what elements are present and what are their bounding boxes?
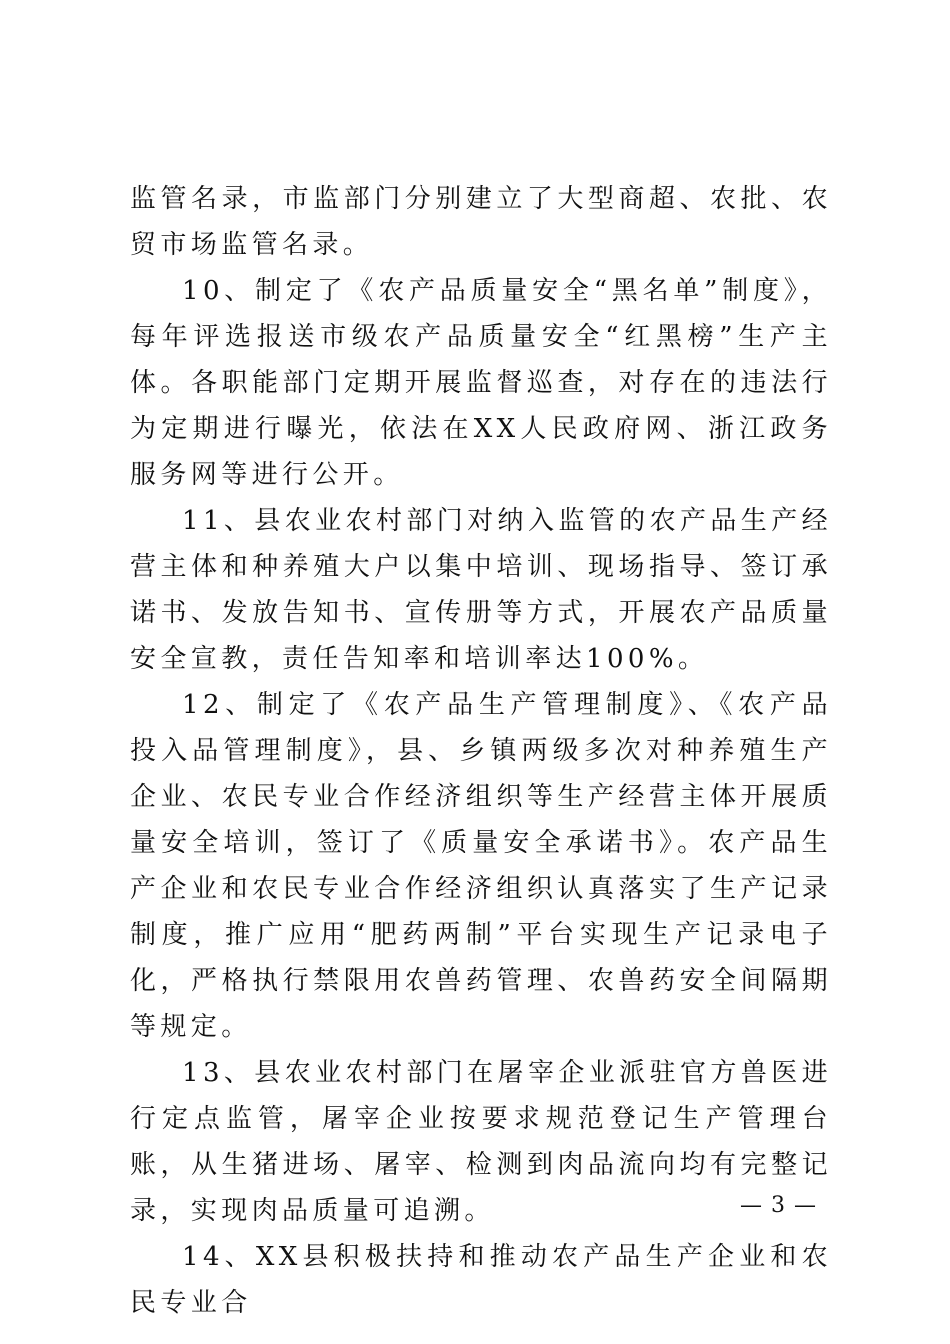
paragraph-item-10: 10、制定了《农产品质量安全“黑名单”制度》，每年评选报送市级农产品质量安全“红黑榜”生产主体。各职能部门定期开展监督巡查，对存在的违法行为定期进行曝光，依法在XX人民政府网、浙江政务服务网等进行公开。 xyxy=(130,276,832,490)
paragraph-item-11: 11、县农业农村部门对纳入监管的农产品生产经营主体和种养殖大户以集中培训、现场指导、签订承诺书、发放告知书、宣传册等方式，开展农产品质量安全宣教，责任告知率和培训率达100%。 xyxy=(130,506,832,674)
paragraph-item-14: 14、XX县积极扶持和推动农产品生产企业和农民专业合 xyxy=(130,1242,832,1318)
paragraph-continued: 监管名录，市监部门分别建立了大型商超、农批、农贸市场监管名录。 xyxy=(130,184,832,260)
document-body xyxy=(130,176,832,1326)
page-number: — 3 — xyxy=(740,1193,817,1218)
paragraph-item-12: 12、制定了《农产品生产管理制度》、《农产品投入品管理制度》，县、乡镇两级多次对种养殖生产企业、农民专业合作经济组织等生产经营主体开展质量安全培训，签订了《质量安全承诺书》。农产品生产企业和农民专业合作经济组织认真落实了生产记录制度，推广应用“肥药两制”平台实现生产记录电子化，严格执行禁限用农兽药管理、农兽药安全间隔期等规定。 xyxy=(130,690,832,1042)
paragraph-item-13: 13、县农业农村部门在屠宰企业派驻官方兽医进行定点监管，屠宰企业按要求规范登记生产管理台账，从生猪进场、屠宰、检测到肉品流向均有完整记录，实现肉品质量可追溯。 xyxy=(130,1058,832,1226)
